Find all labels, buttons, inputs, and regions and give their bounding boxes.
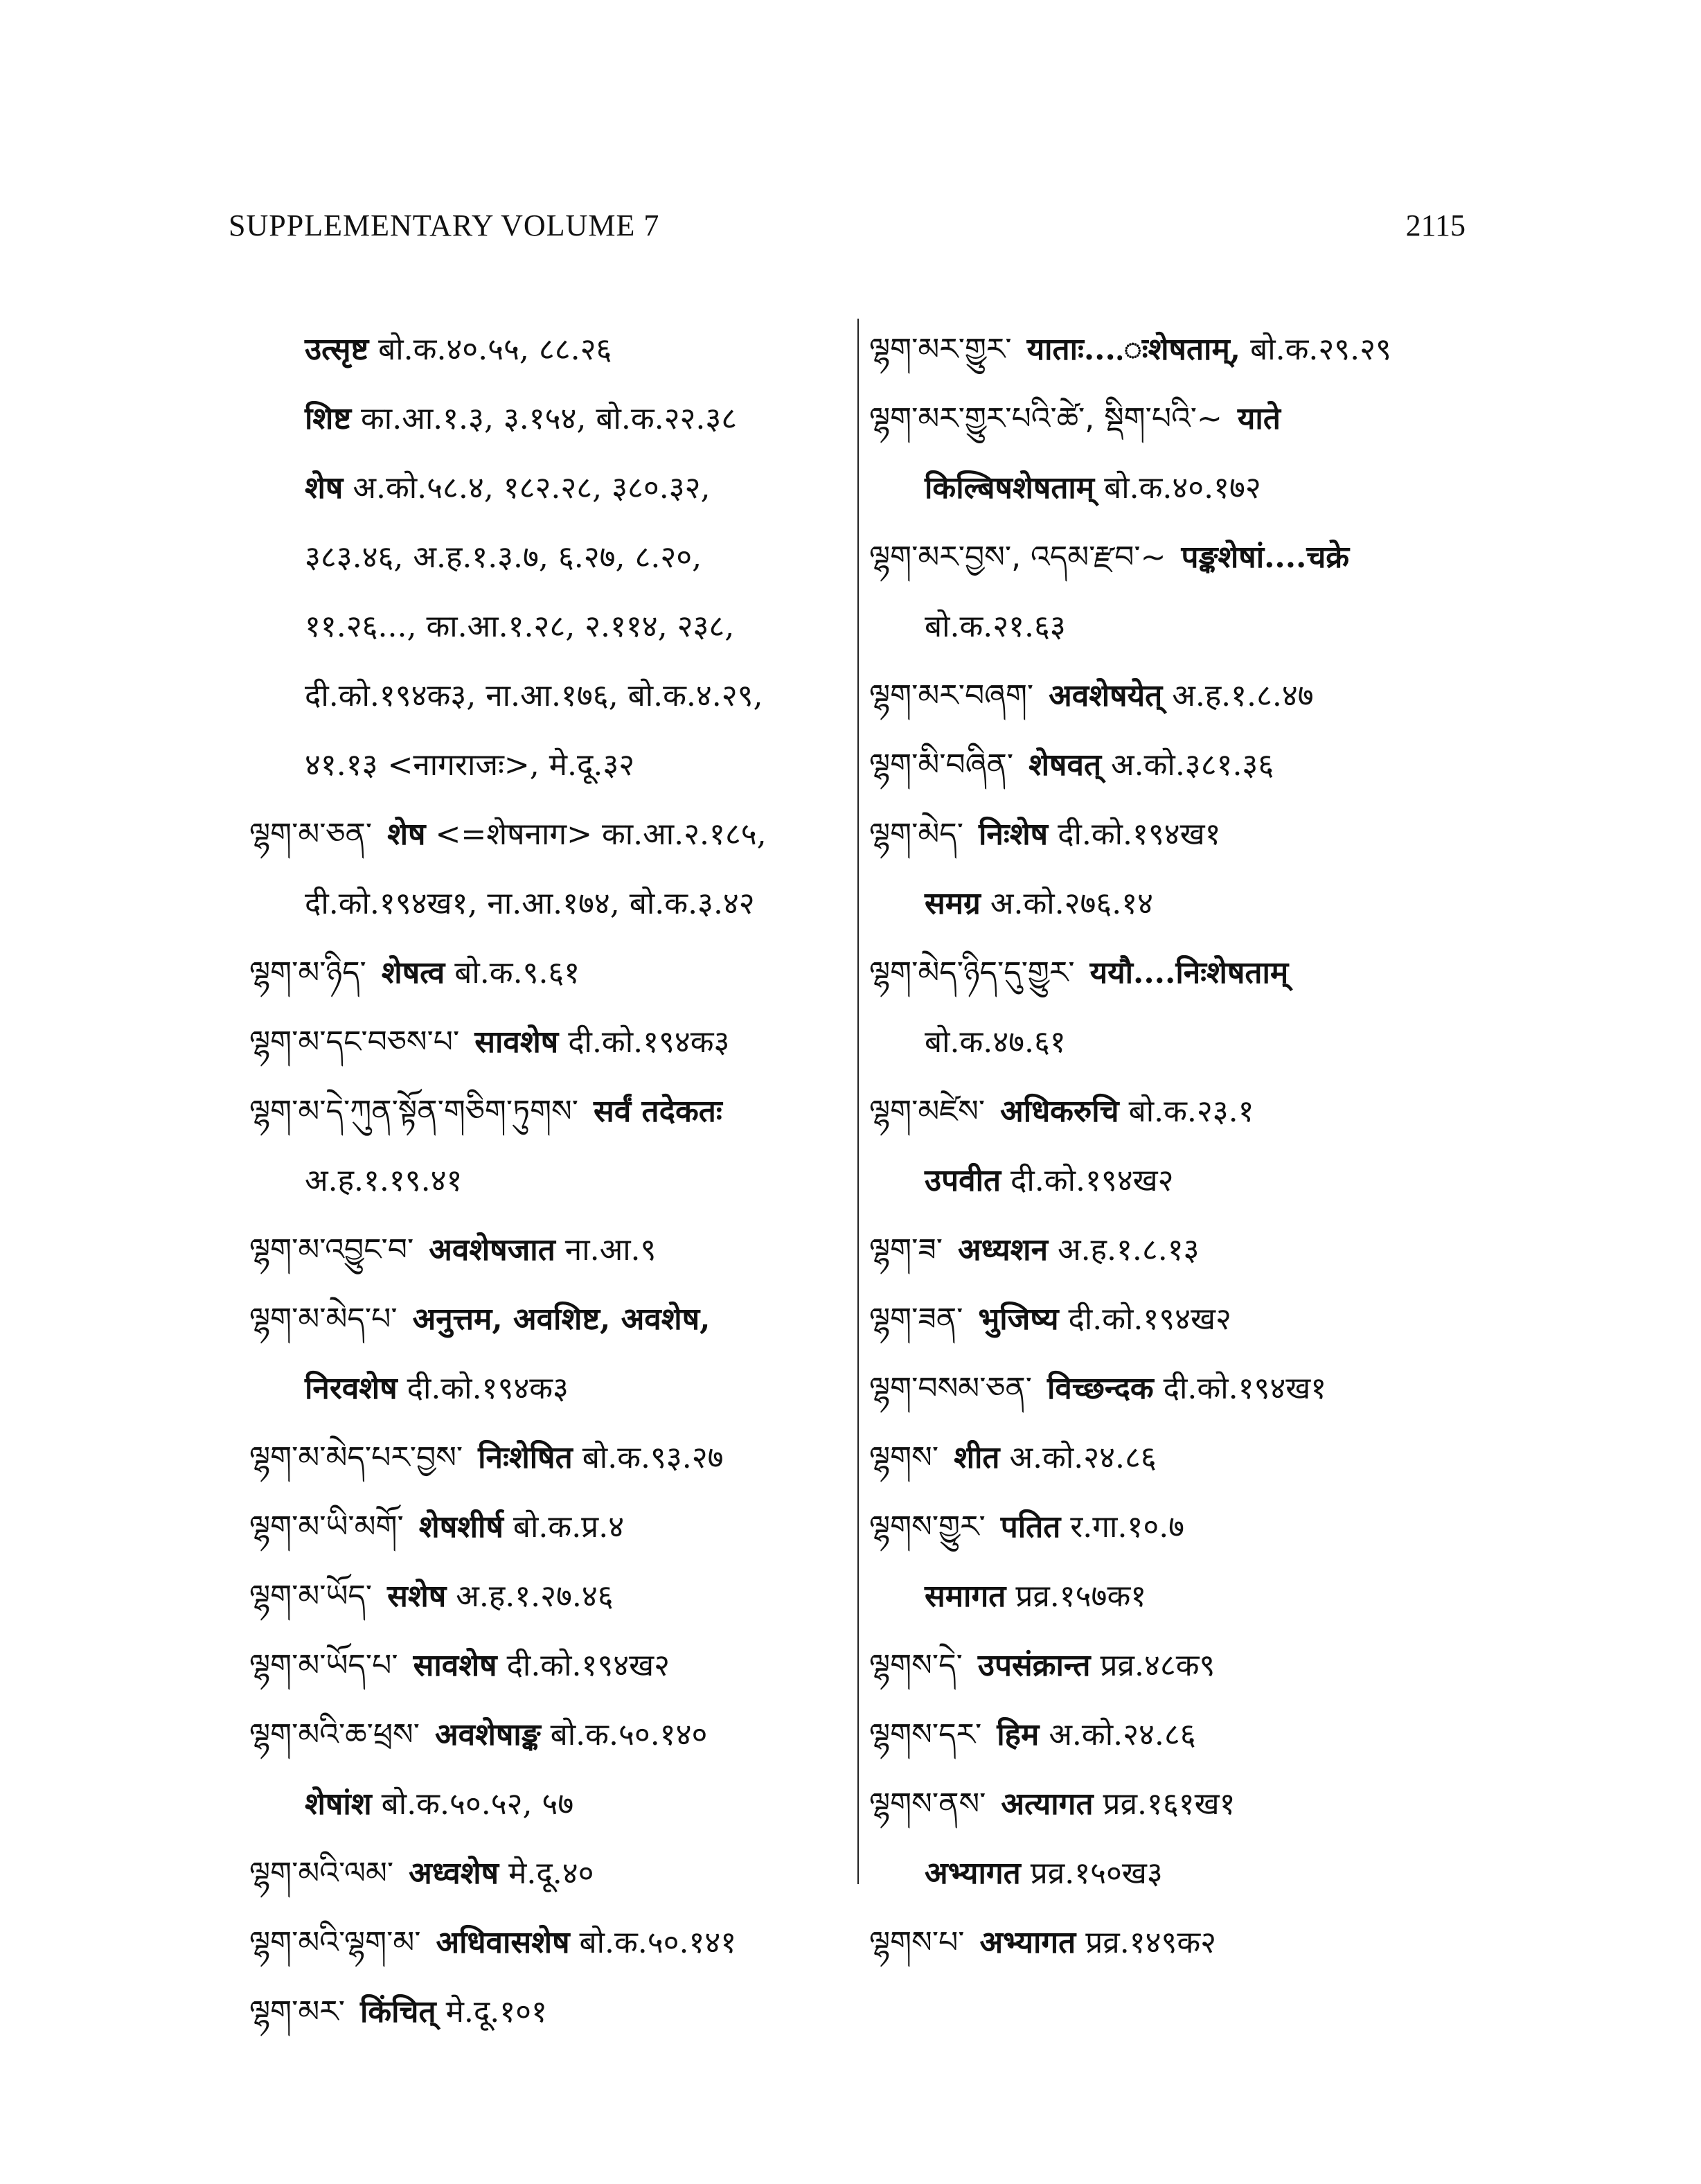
source-reference: अ.ह.१.२७.४६	[456, 1579, 614, 1614]
dictionary-entry	[249, 1839, 845, 1908]
entry-headword-line	[249, 1285, 845, 1354]
sanskrit-equivalent: अवशेषयेत्	[1049, 678, 1163, 713]
source-reference: दी.को.१९४ख१, ना.आ.१७४, बो.क.३.४२	[305, 886, 755, 921]
entry-headword-line	[869, 800, 1479, 869]
source-reference: अ.को.२४.८६	[1009, 1440, 1157, 1475]
entry-continuation-line	[869, 1008, 1479, 1077]
entry-headword-line	[869, 1908, 1479, 1978]
sanskrit-equivalent: अधिकरुचि	[1000, 1094, 1119, 1129]
tibetan-headword: ལྷག་མེད་	[869, 817, 964, 852]
dictionary-entry	[249, 1978, 845, 2047]
sanskrit-equivalent: अभ्यागत	[979, 1925, 1076, 1960]
entry-continuation-line	[249, 1146, 845, 1216]
source-reference: दी.को.१९४ख२	[1068, 1302, 1231, 1337]
entry-headword-line	[249, 939, 845, 1008]
entry-headword-line	[249, 1978, 845, 2047]
source-reference: ११.२६..., का.आ.१.२८, २.११४, २३८,	[305, 609, 735, 644]
source-reference: अ.ह.१.८.४७	[1172, 678, 1314, 713]
entry-continuation-line	[869, 1839, 1479, 1908]
sanskrit-equivalent: अवशेषजात	[429, 1232, 555, 1268]
dictionary-entry	[249, 1908, 845, 1978]
source-reference: बो.क.५०.५२, ५७	[381, 1786, 574, 1822]
sanskrit-equivalent: निरवशेष	[305, 1371, 398, 1406]
entry-headword-line	[869, 1701, 1479, 1770]
dictionary-entry	[249, 1701, 845, 1839]
entry-continuation-line	[249, 454, 845, 523]
entry-headword-line	[869, 1077, 1479, 1146]
source-reference: अ.को.३८१.३६	[1111, 747, 1274, 783]
source-reference: मे.दू.१०१	[445, 1994, 547, 2030]
dictionary-entry	[869, 1216, 1479, 1285]
entry-continuation-line	[249, 1770, 845, 1839]
tibetan-headword: ལྷག་ཟན་	[869, 1302, 963, 1337]
entry-continuation-line	[249, 315, 845, 384]
dictionary-entry	[249, 1216, 845, 1285]
sanskrit-equivalent: किंचित्	[359, 1994, 436, 2030]
tibetan-headword: ལྷག་མ་ཡོད་པ་	[249, 1648, 398, 1683]
tibetan-headword: ལྷགས་	[869, 1440, 939, 1475]
tibetan-headword: ལྷག་བསམ་ཅན་	[869, 1371, 1033, 1406]
dictionary-entry	[869, 939, 1479, 1077]
dictionary-entry	[249, 1008, 845, 1077]
source-reference: प्रव्र.१४९क२	[1085, 1925, 1217, 1960]
sanskrit-equivalent: शेष	[387, 817, 426, 852]
entry-continuation-line	[249, 662, 845, 731]
entry-continuation-line	[249, 1354, 845, 1423]
source-reference: दी.को.१९४ख२	[506, 1648, 670, 1683]
sanskrit-equivalent: अध्यशन	[958, 1232, 1049, 1268]
dictionary-entry	[869, 1701, 1479, 1770]
dictionary-entry	[869, 1077, 1479, 1216]
left-column	[249, 315, 845, 2047]
sanskrit-equivalent: निःशेष	[979, 817, 1049, 852]
tibetan-headword: ལྷག་མར་བཞག་	[869, 678, 1034, 713]
tibetan-headword: ལྷག་མ་ཡོད་	[249, 1579, 373, 1614]
source-reference: दी.को.१९४क३	[407, 1371, 569, 1406]
entry-headword-line	[249, 1631, 845, 1701]
source-reference: दी.को.१९४ख१	[1163, 1371, 1327, 1406]
dictionary-entry	[869, 662, 1479, 731]
tibetan-headword: ལྷག་མ་མེད་པར་བྱས་	[249, 1440, 463, 1475]
source-reference: प्रव्र.१६१ख१	[1103, 1786, 1236, 1822]
sanskrit-equivalent: शेषत्व	[381, 955, 445, 991]
sanskrit-equivalent: उपसंक्रान्त	[977, 1648, 1091, 1683]
dictionary-entry	[869, 731, 1479, 800]
entry-headword-line	[869, 1216, 1479, 1285]
tibetan-headword: ལྷག་མ་དེ་ཀུན་སྟོན་གཅིག་ཏུགས་	[249, 1094, 578, 1129]
entry-headword-line	[249, 1839, 845, 1908]
entry-continuation-line	[249, 731, 845, 800]
sanskrit-equivalent: पतित	[1000, 1509, 1061, 1545]
entry-headword-line	[869, 315, 1479, 384]
tibetan-headword: ལྷག་མ་ཉིད་	[249, 955, 366, 991]
dictionary-entry	[869, 1631, 1479, 1701]
sanskrit-equivalent: सर्वं तदेकतः	[593, 1094, 722, 1129]
dictionary-entry	[869, 800, 1479, 939]
entry-headword-line	[869, 1423, 1479, 1493]
sanskrit-equivalent: शेष	[305, 470, 344, 506]
entry-headword-line	[249, 1008, 845, 1077]
dictionary-entry	[249, 800, 845, 939]
dictionary-entry	[869, 1423, 1479, 1493]
tibetan-headword: ལྷག་མ་ཅན་	[249, 817, 373, 852]
dictionary-entry	[869, 1493, 1479, 1631]
entry-continuation-line	[249, 523, 845, 592]
sanskrit-equivalent: अधिवासशेष	[436, 1925, 570, 1960]
source-reference: बो.क.प्र.४	[513, 1509, 625, 1545]
entry-continuation-line	[249, 869, 845, 939]
sanskrit-equivalent: शेषांश	[305, 1786, 372, 1822]
sanskrit-equivalent: शिष्ट	[305, 401, 352, 436]
entry-headword-line	[869, 1354, 1479, 1423]
dictionary-entry	[869, 384, 1479, 523]
sanskrit-equivalent: भुजिष्य	[978, 1302, 1059, 1337]
entry-headword-line	[249, 1701, 845, 1770]
entry-headword-line	[869, 1285, 1479, 1354]
tibetan-headword: ལྷག་མ་མེད་པ་	[249, 1302, 398, 1337]
tibetan-headword: ལྷགས་ནས་	[869, 1786, 986, 1822]
running-head: SUPPLEMENTARY VOLUME 7	[229, 208, 660, 242]
tibetan-headword: ལྷགས་གྱུར་	[869, 1509, 986, 1545]
source-reference: बो.क.९.६१	[454, 955, 580, 991]
entry-continuation-line	[869, 592, 1479, 662]
sanskrit-equivalent: याताः....ःशेषताम्,	[1026, 332, 1241, 367]
column-divider	[857, 319, 859, 1884]
dictionary-entry	[249, 1077, 845, 1216]
sanskrit-equivalent: सावशेष	[474, 1024, 559, 1060]
source-reference: बो.क.५०.१४१	[579, 1925, 737, 1960]
tibetan-headword: ལྷག་མ་འབྱུང་བ་	[249, 1232, 414, 1268]
source-reference: बो.क.४०.१७२	[1104, 470, 1261, 506]
sanskrit-equivalent: विच्छन्दक	[1047, 1371, 1154, 1406]
entry-headword-line	[249, 1216, 845, 1285]
dictionary-entry	[869, 1285, 1479, 1354]
tibetan-headword: ལྷག་མའི་ཆ་ཕྲས་	[249, 1717, 420, 1752]
tibetan-headword: ལྷག་ཟ་	[869, 1232, 943, 1268]
source-reference: प्रव्र.४८क९	[1100, 1648, 1215, 1683]
sanskrit-equivalent: अभ्यागत	[925, 1856, 1021, 1891]
sanskrit-equivalent: सावशेष	[413, 1648, 497, 1683]
dictionary-entry	[869, 1770, 1479, 1908]
dictionary-entry	[249, 1493, 845, 1562]
dictionary-entry	[869, 523, 1479, 662]
dictionary-entry	[249, 1562, 845, 1631]
sanskrit-equivalent: शीत	[954, 1440, 1000, 1475]
source-reference: का.आ.१.३, ३.१५४, बो.क.२२.३८	[361, 401, 738, 436]
tibetan-headword: ལྷག་མར་	[249, 1994, 345, 2030]
entry-continuation-line	[249, 592, 845, 662]
tibetan-headword: ལྷག་མའི་ལམ་	[249, 1856, 394, 1891]
sanskrit-equivalent: उपवीत	[925, 1163, 1001, 1198]
entry-headword-line	[249, 800, 845, 869]
source-reference: दी.को.१९४ख२	[1010, 1163, 1174, 1198]
sanskrit-equivalent: समग्र	[925, 886, 981, 921]
tibetan-headword: ལྷག་མེད་ཉིད་དུ་གྱུར་	[869, 955, 1075, 991]
source-reference: बो.क.४७.६१	[925, 1024, 1066, 1060]
entry-headword-line	[869, 731, 1479, 800]
source-reference: अ.को.२४.८६	[1049, 1717, 1196, 1752]
source-reference: मे.दू.४०	[508, 1856, 594, 1891]
source-reference: प्रव्र.१५७क१	[1015, 1579, 1147, 1614]
source-reference: दी.को.१९४ख१	[1058, 817, 1221, 852]
entry-headword-line	[869, 1770, 1479, 1839]
dictionary-entry	[249, 1631, 845, 1701]
right-column	[869, 315, 1479, 1978]
dictionary-entry	[869, 1354, 1479, 1423]
source-reference: दी.को.१९४क३, ना.आ.१७६, बो.क.४.२९,	[305, 678, 763, 713]
dictionary-entry	[249, 1423, 845, 1493]
tibetan-headword: ལྷགས་དེ་	[869, 1648, 963, 1683]
dictionary-entry	[249, 939, 845, 1008]
entry-headword-line	[869, 939, 1479, 1008]
source-reference: बो.क.२९.२९	[1250, 332, 1391, 367]
source-reference: ३८३.४६, अ.ह.१.३.७, ६.२७, ८.२०,	[305, 540, 702, 575]
sanskrit-equivalent: निःशेषित	[478, 1440, 573, 1475]
sanskrit-equivalent: पङ्कशेषां....चक्रे	[1181, 540, 1350, 575]
sanskrit-equivalent: अनुत्तम, अवशिष्ट, अवशेष,	[412, 1302, 711, 1337]
source-reference: दी.को.१९४क३	[568, 1024, 730, 1060]
source-reference: बो.क.५०.१४०	[550, 1717, 708, 1752]
sanskrit-equivalent: समागत	[925, 1579, 1006, 1614]
entry-headword-line	[869, 1493, 1479, 1562]
source-reference: प्रव्र.१५०ख३	[1030, 1856, 1163, 1891]
sanskrit-equivalent: हिम	[997, 1717, 1040, 1752]
tibetan-headword: ལྷག་མཛེས་	[869, 1094, 986, 1129]
tibetan-headword: ལྷགས་དར་	[869, 1717, 982, 1752]
entry-headword-line	[869, 662, 1479, 731]
entry-continuation-line	[869, 454, 1479, 523]
entry-continuation-line	[249, 384, 845, 454]
entry-headword-line	[869, 384, 1479, 454]
sanskrit-equivalent: उत्सृष्ट	[305, 332, 369, 367]
sanskrit-equivalent: अध्वशेष	[409, 1856, 499, 1891]
source-reference: अ.ह.१.८.१३	[1058, 1232, 1200, 1268]
tibetan-headword: ལྷག་མར་གྱུར་པའི་ཚེ་, སྡིག་པའི་~	[869, 401, 1222, 436]
tibetan-headword: ལྷག་མི་བཞིན་	[869, 747, 1014, 783]
source-reference: बो.क.९३.२७	[582, 1440, 724, 1475]
source-reference: अ.ह.१.१९.४१	[305, 1163, 463, 1198]
entry-headword-line	[869, 1631, 1479, 1701]
sanskrit-equivalent: अत्यागत	[1001, 1786, 1094, 1822]
entry-headword-line	[869, 523, 1479, 592]
entry-headword-line	[249, 1077, 845, 1146]
entry-headword-line	[249, 1908, 845, 1978]
entry-continuation-line	[869, 869, 1479, 939]
entry-headword-line	[249, 1423, 845, 1493]
sanskrit-equivalent: याते	[1237, 401, 1281, 436]
page-number: 2115	[1405, 208, 1466, 242]
source-reference: ४१.१३ <नागराजः>, मे.दू.३२	[305, 747, 635, 783]
source-reference: बो.क.२१.६३	[925, 609, 1066, 644]
source-reference: <=शेषनाग> का.आ.२.१८५,	[435, 817, 767, 852]
dictionary-entry	[249, 1285, 845, 1423]
entry-headword-line	[249, 1562, 845, 1631]
source-reference: बो.क.२३.१	[1128, 1094, 1254, 1129]
source-reference: अ.को.५८.४, १८२.२८, ३८०.३२,	[353, 470, 711, 506]
tibetan-headword: ལྷག་མའི་ལྷག་མ་	[249, 1925, 421, 1960]
tibetan-headword: ལྷག་མར་བྱས་, འདམ་རྫབ་~	[869, 540, 1166, 575]
tibetan-headword: ལྷགས་པ་	[869, 1925, 965, 1960]
dictionary-entry	[869, 1908, 1479, 1978]
tibetan-headword: ལྷག་མར་གྱུར་	[869, 332, 1012, 367]
entry-continuation-line	[869, 1562, 1479, 1631]
source-reference: अ.को.२७६.१४	[990, 886, 1154, 921]
sanskrit-equivalent: सशेष	[387, 1579, 447, 1614]
sanskrit-equivalent: अवशेषाङ्क	[434, 1717, 541, 1752]
tibetan-headword: ལྷག་མ་ཡི་མགོ་	[249, 1509, 404, 1545]
dictionary-entry	[249, 315, 845, 800]
sanskrit-equivalent: ययौ....निःशेषताम्	[1089, 955, 1289, 991]
source-reference: बो.क.४०.५५, ८८.२६	[378, 332, 612, 367]
sanskrit-equivalent: शेषवत्	[1028, 747, 1102, 783]
sanskrit-equivalent: किल्बिषशेषताम्	[925, 470, 1095, 506]
tibetan-headword: ལྷག་མ་དང་བཅས་པ་	[249, 1024, 460, 1060]
source-reference: ना.आ.९	[564, 1232, 657, 1268]
source-reference: र.गा.१०.७	[1070, 1509, 1185, 1545]
sanskrit-equivalent: शेषशीर्ष	[418, 1509, 504, 1545]
entry-headword-line	[249, 1493, 845, 1562]
dictionary-entry	[869, 315, 1479, 384]
entry-continuation-line	[869, 1146, 1479, 1216]
